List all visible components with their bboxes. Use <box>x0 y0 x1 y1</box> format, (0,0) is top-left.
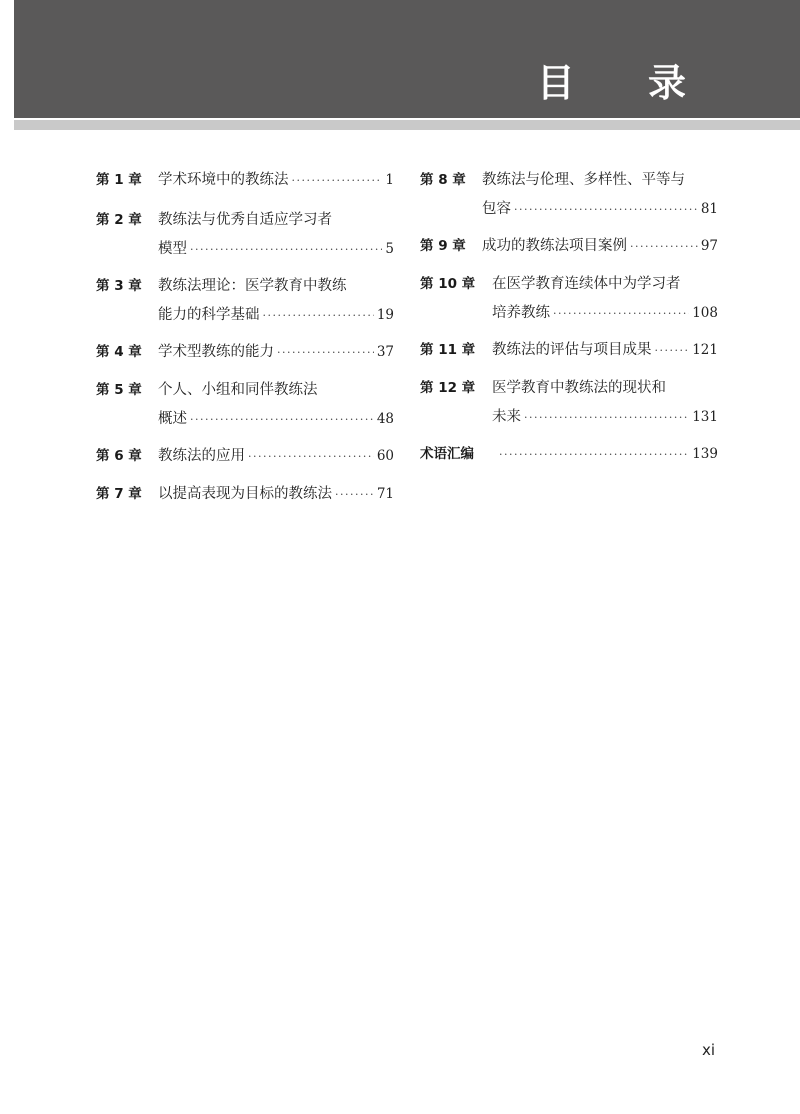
page-ref: 131 <box>692 409 718 425</box>
dot-leader <box>553 299 689 328</box>
page-ref: 48 <box>376 411 394 427</box>
chapter-label: 第 5 章 <box>96 382 142 398</box>
chapter-label: 第 10 章 <box>420 276 476 292</box>
chapter-title: 教练法的应用 <box>158 448 245 464</box>
chapter-title: 学术型教练的能力 <box>158 344 274 360</box>
dot-leader <box>263 301 374 330</box>
dot-leader <box>190 405 374 434</box>
page-ref: 1 <box>385 172 394 188</box>
chapter-label: 第 8 章 <box>420 172 466 188</box>
dot-leader <box>292 166 383 195</box>
toc-entry[interactable] <box>96 376 394 434</box>
page-ref: 121 <box>692 342 718 358</box>
chapter-title: 教练法理论：医学教育中教练 <box>158 278 347 294</box>
chapter-title: 教练法与伦理、多样性、平等与 <box>482 172 685 188</box>
toc-entry[interactable] <box>420 336 718 365</box>
chapter-title: 个人、小组和同伴教练法 <box>158 382 318 398</box>
toc-entry[interactable] <box>420 374 718 432</box>
chapter-title: 医学教育中教练法的现状和 <box>492 380 666 396</box>
chapter-title: 学术环境中的教练法 <box>158 172 289 188</box>
page-ref: 139 <box>692 446 718 462</box>
chapter-title: 培养教练 <box>492 305 550 321</box>
page-ref: 81 <box>700 201 718 217</box>
chapter-label: 第 11 章 <box>420 342 476 358</box>
chapter-title: 教练法与优秀自适应学习者 <box>158 212 332 228</box>
dot-leader <box>277 338 374 367</box>
page-ref: 60 <box>376 448 394 464</box>
toc-entry[interactable] <box>96 206 394 264</box>
toc-entry[interactable] <box>96 338 394 367</box>
dot-leader <box>248 442 374 471</box>
dot-leader <box>514 195 698 224</box>
toc-entry[interactable] <box>420 270 718 328</box>
chapter-title: 成功的教练法项目案例 <box>482 238 627 254</box>
chapter-title: 概述 <box>158 411 187 427</box>
page-ref: 108 <box>692 305 718 321</box>
chapter-title: 能力的科学基础 <box>158 307 260 323</box>
dot-leader <box>524 403 689 432</box>
page-ref: 71 <box>376 486 394 502</box>
page-number: xi <box>702 1041 716 1059</box>
dot-leader <box>190 235 382 264</box>
page-ref: 37 <box>376 344 394 360</box>
toc-entry[interactable] <box>96 272 394 330</box>
page-title: 目 录 <box>536 61 716 105</box>
dot-leader <box>655 336 690 365</box>
chapter-title: 以提高表现为目标的教练法 <box>158 486 332 502</box>
chapter-label: 第 4 章 <box>96 344 142 360</box>
chapter-title: 模型 <box>158 241 187 257</box>
chapter-label: 第 7 章 <box>96 486 142 502</box>
toc-entry[interactable] <box>420 166 718 224</box>
page-ref: 19 <box>376 307 394 323</box>
toc-entry[interactable] <box>96 442 394 471</box>
chapter-label: 第 1 章 <box>96 172 142 188</box>
chapter-label: 第 9 章 <box>420 238 466 254</box>
chapter-title: 教练法的评估与项目成果 <box>492 342 652 358</box>
toc-entry[interactable] <box>96 166 394 195</box>
chapter-label: 术语汇编 <box>420 446 474 462</box>
page-ref: 5 <box>385 241 394 257</box>
chapter-title: 在医学教育连续体中为学习者 <box>492 276 681 292</box>
chapter-label: 第 6 章 <box>96 448 142 464</box>
chapter-label: 第 3 章 <box>96 278 142 294</box>
chapter-label: 第 2 章 <box>96 212 142 228</box>
toc-entry[interactable] <box>420 440 718 469</box>
header-divider <box>14 120 800 130</box>
toc-entry[interactable] <box>96 480 394 509</box>
toc-entry[interactable] <box>420 232 718 261</box>
page-ref: 97 <box>700 238 718 254</box>
dot-leader <box>335 480 374 509</box>
dot-leader <box>499 440 689 469</box>
chapter-title: 包容 <box>482 201 511 217</box>
dot-leader <box>630 232 698 261</box>
chapter-label: 第 12 章 <box>420 380 476 396</box>
chapter-title: 未来 <box>492 409 521 425</box>
